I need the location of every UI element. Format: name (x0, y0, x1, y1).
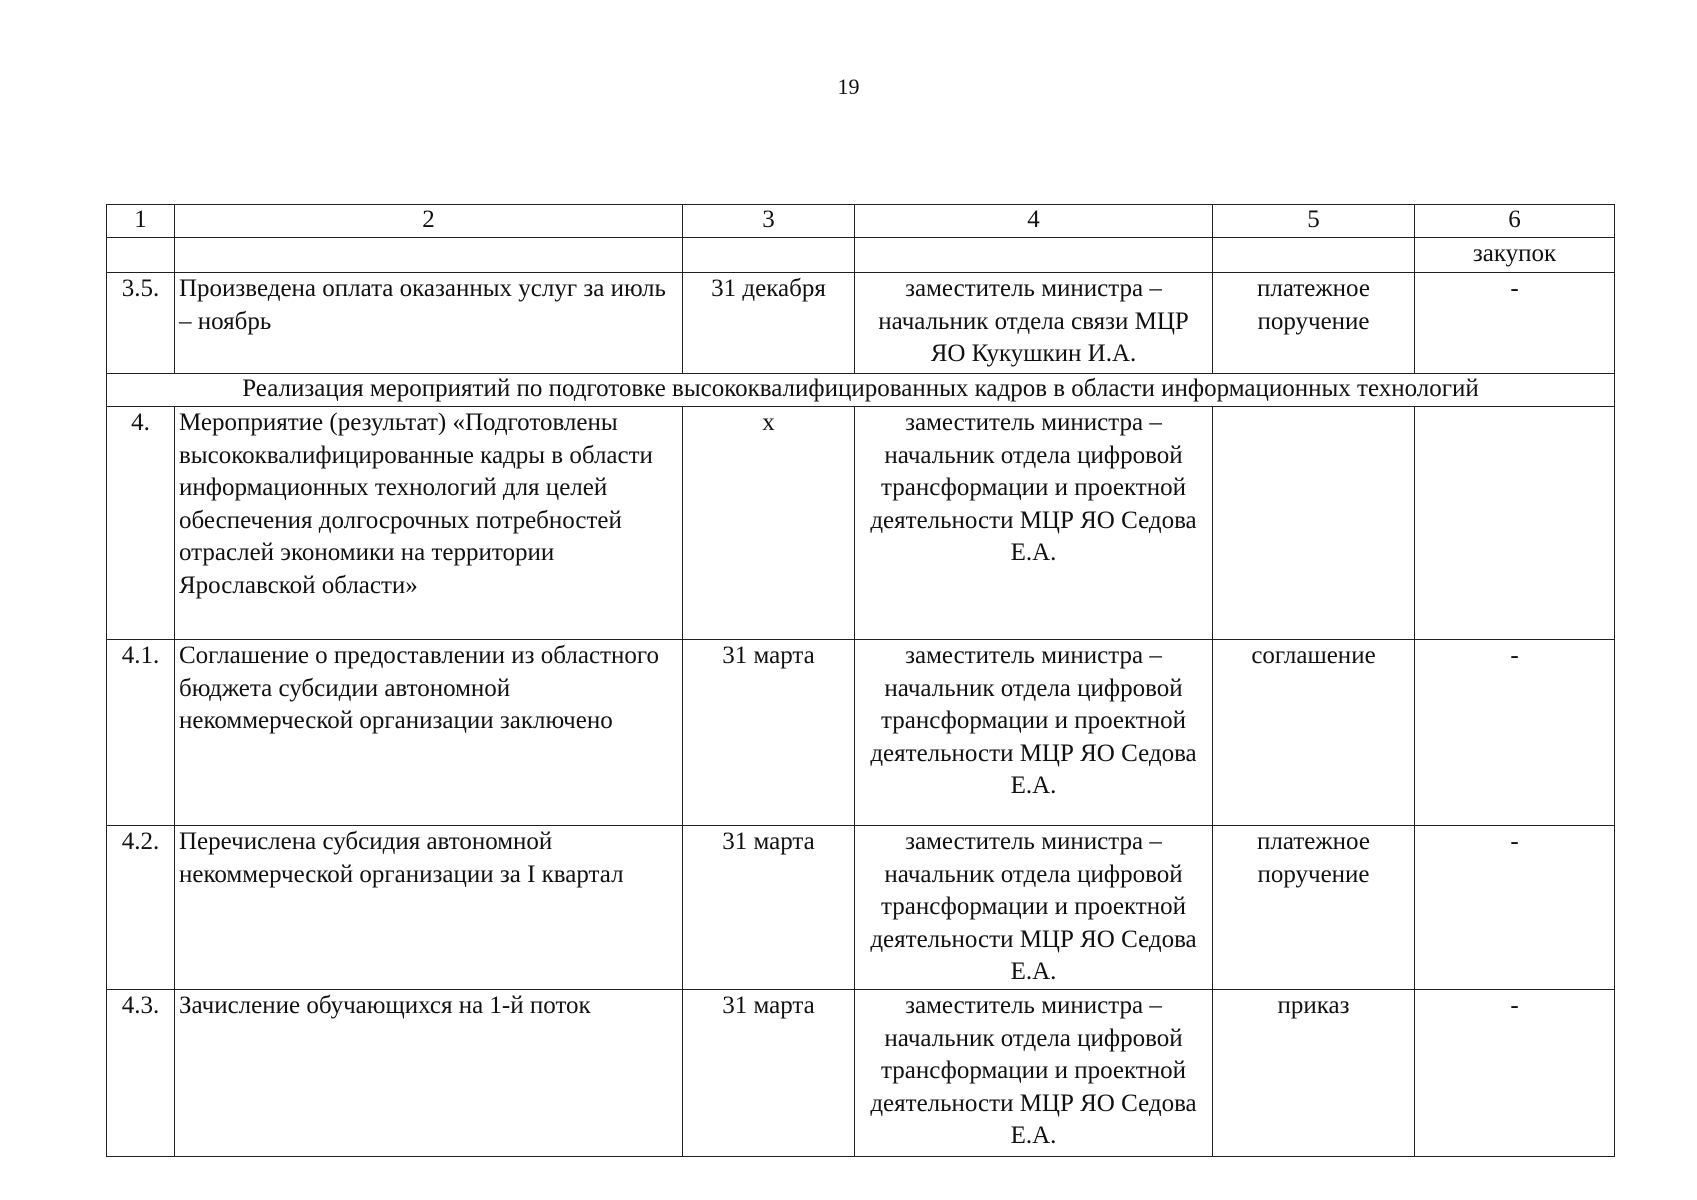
continuation-cell-1 (107, 238, 175, 273)
table-row (107, 640, 1615, 826)
row-procurement: - (1415, 273, 1615, 374)
row-document (1213, 407, 1415, 640)
header-cell-4: 4 (855, 205, 1213, 238)
table-row (107, 990, 1615, 1157)
section-title: Реализация мероприятий по подготовке высококвалифицированных кадров в области информационных технологий (107, 374, 1615, 407)
header-cell-1: 1 (107, 205, 175, 238)
row-responsible: заместитель министра – начальник отдела цифровой трансформации и проектной деятельности МЦР ЯО Седова Е.А. (855, 990, 1213, 1157)
row-document: приказ (1213, 990, 1415, 1157)
continuation-cell-3 (683, 238, 855, 273)
row-procurement (1415, 407, 1615, 640)
row-event: Мероприятие (результат) «Подготовлены высококвалифицированные кадры в области информационных технологий для целей обеспечения долгосрочных потребностей отраслей экономики на территории Ярославской области» (175, 407, 683, 640)
header-cell-3: 3 (683, 205, 855, 238)
row-event: Произведена оплата оказанных услуг за июль – ноябрь (175, 273, 683, 374)
row-responsible: заместитель министра – начальник отдела связи МЦР ЯО Кукушкин И.А. (855, 273, 1213, 374)
row-deadline: 31 марта (683, 990, 855, 1157)
row-deadline: 31 марта (683, 826, 855, 990)
row-responsible: заместитель министра – начальник отдела цифровой трансформации и проектной деятельности МЦР ЯО Седова Е.А. (855, 826, 1213, 990)
row-responsible: заместитель министра – начальник отдела цифровой трансформации и проектной деятельности МЦР ЯО Седова Е.А. (855, 407, 1213, 640)
table-row (107, 407, 1615, 640)
header-cell-2: 2 (175, 205, 683, 238)
row-document: платежное поручение (1213, 273, 1415, 374)
row-number: 4. (107, 407, 175, 640)
row-responsible: заместитель министра – начальник отдела цифровой трансформации и проектной деятельности МЦР ЯО Седова Е.А. (855, 640, 1213, 826)
section-row (107, 374, 1615, 407)
column-number-row (107, 205, 1615, 238)
row-procurement: - (1415, 640, 1615, 826)
table-row (107, 273, 1615, 374)
row-deadline: х (683, 407, 855, 640)
row-number: 4.2. (107, 826, 175, 990)
continuation-row (107, 238, 1615, 273)
row-procurement: - (1415, 826, 1615, 990)
row-event: Зачисление обучающихся на 1-й поток (175, 990, 683, 1157)
row-number: 3.5. (107, 273, 175, 374)
row-deadline: 31 марта (683, 640, 855, 826)
row-event: Перечислена субсидия автономной некоммерческой организации за I квартал (175, 826, 683, 990)
table-row (107, 826, 1615, 990)
row-document: соглашение (1213, 640, 1415, 826)
row-number: 4.3. (107, 990, 175, 1157)
row-procurement: - (1415, 990, 1615, 1157)
plan-table (106, 204, 1615, 1157)
row-number: 4.1. (107, 640, 175, 826)
continuation-cell-4 (855, 238, 1213, 273)
continuation-cell-2 (175, 238, 683, 273)
header-cell-6: 6 (1415, 205, 1615, 238)
page-number: 19 (837, 74, 860, 99)
continuation-cell-6: закупок (1415, 238, 1615, 273)
continuation-cell-5 (1213, 238, 1415, 273)
header-cell-5: 5 (1213, 205, 1415, 238)
row-deadline: 31 декабря (683, 273, 855, 374)
row-document: платежное поручение (1213, 826, 1415, 990)
row-event: Соглашение о предоставлении из областного бюджета субсидии автономной некоммерческой организации заключено (175, 640, 683, 826)
